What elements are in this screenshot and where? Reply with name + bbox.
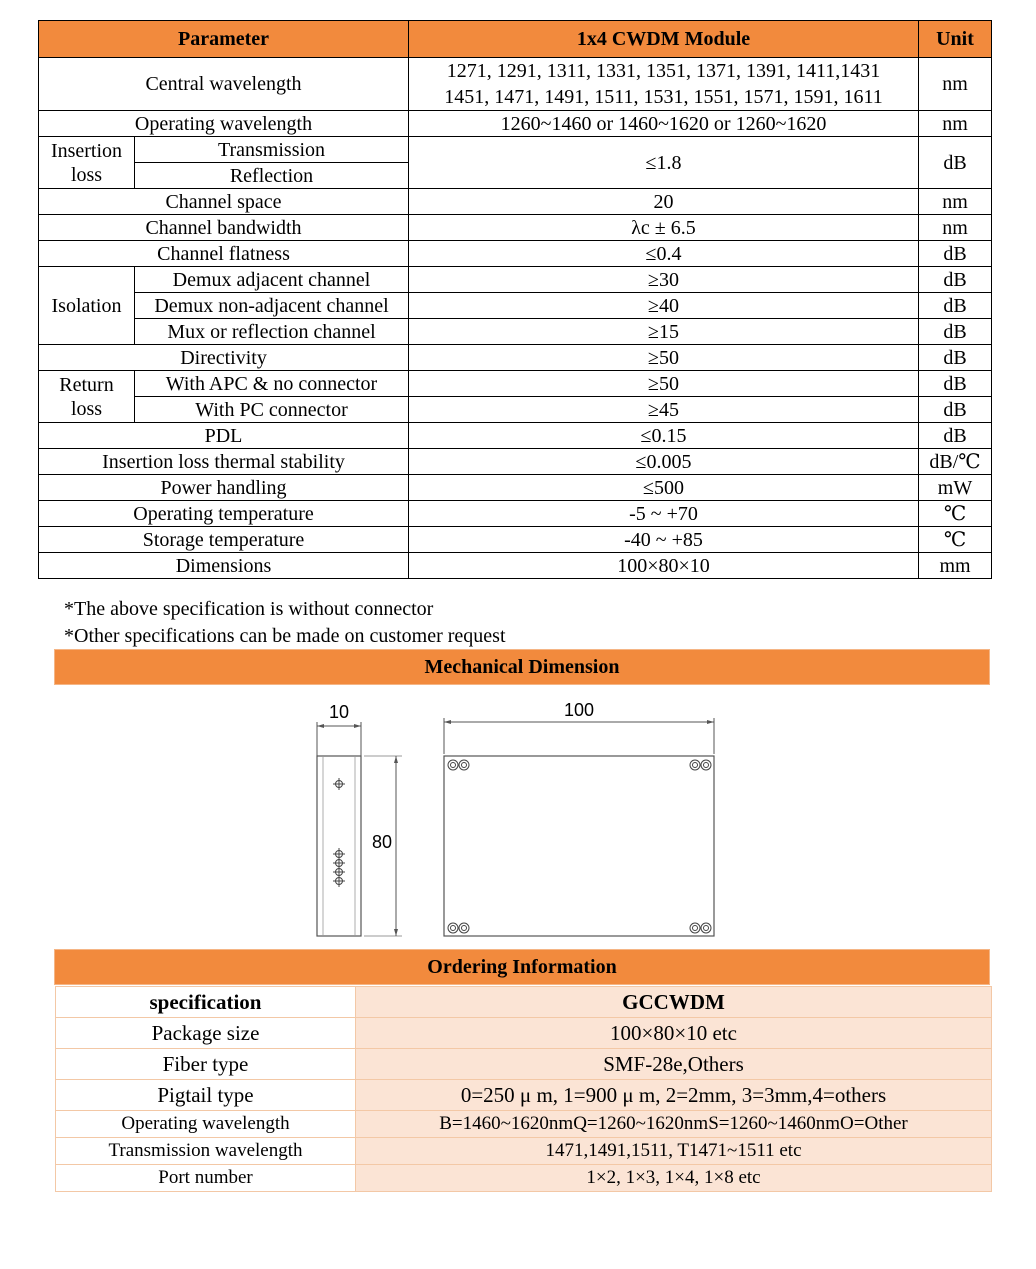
mechanical-dimension-title: Mechanical Dimension bbox=[54, 649, 990, 685]
table-row bbox=[39, 189, 992, 215]
unit-cell: dB/℃ bbox=[919, 449, 992, 475]
table-row bbox=[39, 397, 992, 423]
param-cell: Dimensions bbox=[39, 553, 409, 579]
unit-cell: nm bbox=[919, 111, 992, 137]
order-label: Package size bbox=[56, 1018, 356, 1049]
value-cell: λc ± 6.5 bbox=[409, 215, 919, 241]
value-cell: ≤0.005 bbox=[409, 449, 919, 475]
table-row bbox=[39, 527, 992, 553]
unit-cell: dB bbox=[919, 423, 992, 449]
value-cell: ≥15 bbox=[409, 319, 919, 345]
group-cell: Isolation bbox=[39, 267, 135, 345]
order-label: specification bbox=[56, 987, 356, 1018]
param-cell: Demux adjacent channel bbox=[135, 267, 409, 293]
value-cell: ≥45 bbox=[409, 397, 919, 423]
table-row bbox=[39, 501, 992, 527]
unit-cell: dB bbox=[919, 397, 992, 423]
value-cell: ≤0.15 bbox=[409, 423, 919, 449]
param-cell: Storage temperature bbox=[39, 527, 409, 553]
order-value: 0=250 μ m, 1=900 μ m, 2=2mm, 3=3mm,4=others bbox=[356, 1080, 992, 1111]
order-value: 100×80×10 etc bbox=[356, 1018, 992, 1049]
table-row bbox=[56, 1165, 992, 1192]
param-cell: Directivity bbox=[39, 345, 409, 371]
unit-cell: dB bbox=[919, 319, 992, 345]
table-row bbox=[39, 241, 992, 267]
table-row bbox=[39, 111, 992, 137]
table-row bbox=[39, 267, 992, 293]
unit-cell: ℃ bbox=[919, 527, 992, 553]
table-row bbox=[56, 1018, 992, 1049]
param-cell: Insertion loss thermal stability bbox=[39, 449, 409, 475]
table-row bbox=[39, 319, 992, 345]
unit-cell: dB bbox=[919, 241, 992, 267]
table-row bbox=[39, 553, 992, 579]
unit-cell: dB bbox=[919, 371, 992, 397]
header-unit: Unit bbox=[919, 21, 992, 58]
value-cell: ≤0.4 bbox=[409, 241, 919, 267]
param-cell: Demux non-adjacent channel bbox=[135, 293, 409, 319]
unit-cell: mm bbox=[919, 553, 992, 579]
dim-thickness: 10 bbox=[328, 702, 350, 722]
value-cell: 1260~1460 or 1460~1620 or 1260~1620 bbox=[409, 111, 919, 137]
unit-cell: mW bbox=[919, 475, 992, 501]
header-parameter: Parameter bbox=[39, 21, 409, 58]
param-cell: Operating temperature bbox=[39, 501, 409, 527]
spec-table bbox=[38, 20, 992, 579]
param-cell: Channel bandwidth bbox=[39, 215, 409, 241]
order-value: GCCWDM bbox=[356, 987, 992, 1018]
ordering-table bbox=[55, 986, 992, 1192]
order-label: Port number bbox=[56, 1165, 356, 1192]
note-connector: *The above specification is without connector bbox=[64, 598, 434, 620]
table-row bbox=[39, 293, 992, 319]
note-custom: *Other specifications can be made on customer request bbox=[64, 625, 506, 647]
group-line-2: loss bbox=[70, 163, 103, 186]
top-view bbox=[444, 700, 714, 936]
table-row bbox=[39, 449, 992, 475]
dim-width: 80 bbox=[371, 832, 393, 852]
table-row bbox=[39, 215, 992, 241]
table-row bbox=[39, 137, 992, 163]
spec-header-row bbox=[39, 21, 992, 58]
order-value: SMF-28e,Others bbox=[356, 1049, 992, 1080]
group-line-2: loss bbox=[70, 397, 103, 420]
param-cell: Channel flatness bbox=[39, 241, 409, 267]
group-line-1: Return bbox=[59, 373, 114, 396]
value-cell: -5 ~ +70 bbox=[409, 501, 919, 527]
param-cell: PDL bbox=[39, 423, 409, 449]
wavelength-line-2: 1451, 1471, 1491, 1511, 1531, 1551, 1571, 1591, 1611 bbox=[444, 86, 883, 108]
table-row bbox=[56, 987, 992, 1018]
unit-cell: nm bbox=[919, 58, 992, 111]
param-cell: Transmission bbox=[135, 137, 409, 163]
param-cell: Operating wavelength bbox=[39, 111, 409, 137]
table-row bbox=[56, 1080, 992, 1111]
order-value: B=1460~1620nmQ=1260~1620nmS=1260~1460nmO=Other bbox=[356, 1111, 992, 1138]
value-cell: -40 ~ +85 bbox=[409, 527, 919, 553]
wavelength-line-1: 1271, 1291, 1311, 1331, 1351, 1371, 1391, 1411,1431 bbox=[446, 60, 881, 82]
value-cell bbox=[409, 58, 919, 111]
table-row bbox=[56, 1111, 992, 1138]
table-row bbox=[56, 1049, 992, 1080]
table-row bbox=[39, 58, 992, 111]
header-module: 1x4 CWDM Module bbox=[409, 21, 919, 58]
param-cell: Mux or reflection channel bbox=[135, 319, 409, 345]
value-cell: 100×80×10 bbox=[409, 553, 919, 579]
unit-cell: dB bbox=[919, 137, 992, 189]
table-row bbox=[39, 423, 992, 449]
ordering-information-title: Ordering Information bbox=[54, 949, 990, 985]
value-cell: ≥30 bbox=[409, 267, 919, 293]
value-cell: 20 bbox=[409, 189, 919, 215]
group-cell bbox=[39, 371, 135, 423]
order-label: Fiber type bbox=[56, 1049, 356, 1080]
table-row bbox=[39, 345, 992, 371]
unit-cell: nm bbox=[919, 189, 992, 215]
table-row bbox=[39, 475, 992, 501]
param-cell: Channel space bbox=[39, 189, 409, 215]
group-cell bbox=[39, 137, 135, 189]
param-cell: With PC connector bbox=[135, 397, 409, 423]
dim-length: 100 bbox=[563, 700, 595, 720]
param-cell: Central wavelength bbox=[39, 58, 409, 111]
unit-cell: dB bbox=[919, 267, 992, 293]
group-line-1: Insertion bbox=[50, 139, 123, 162]
param-cell: Power handling bbox=[39, 475, 409, 501]
value-cell: ≤1.8 bbox=[409, 137, 919, 189]
value-cell: ≥50 bbox=[409, 371, 919, 397]
unit-cell: dB bbox=[919, 345, 992, 371]
unit-cell: ℃ bbox=[919, 501, 992, 527]
unit-cell: dB bbox=[919, 293, 992, 319]
order-value: 1×2, 1×3, 1×4, 1×8 etc bbox=[356, 1165, 992, 1192]
order-value: 1471,1491,1511, T1471~1511 etc bbox=[356, 1138, 992, 1165]
mechanical-drawing bbox=[300, 696, 730, 946]
value-cell: ≥40 bbox=[409, 293, 919, 319]
value-cell: ≤500 bbox=[409, 475, 919, 501]
side-view bbox=[317, 702, 402, 936]
param-cell: Reflection bbox=[135, 163, 409, 189]
order-label: Transmission wavelength bbox=[56, 1138, 356, 1165]
unit-cell: nm bbox=[919, 215, 992, 241]
order-label: Operating wavelength bbox=[56, 1111, 356, 1138]
table-row bbox=[56, 1138, 992, 1165]
value-cell: ≥50 bbox=[409, 345, 919, 371]
table-row bbox=[39, 371, 992, 397]
order-label: Pigtail type bbox=[56, 1080, 356, 1111]
param-cell: With APC & no connector bbox=[135, 371, 409, 397]
